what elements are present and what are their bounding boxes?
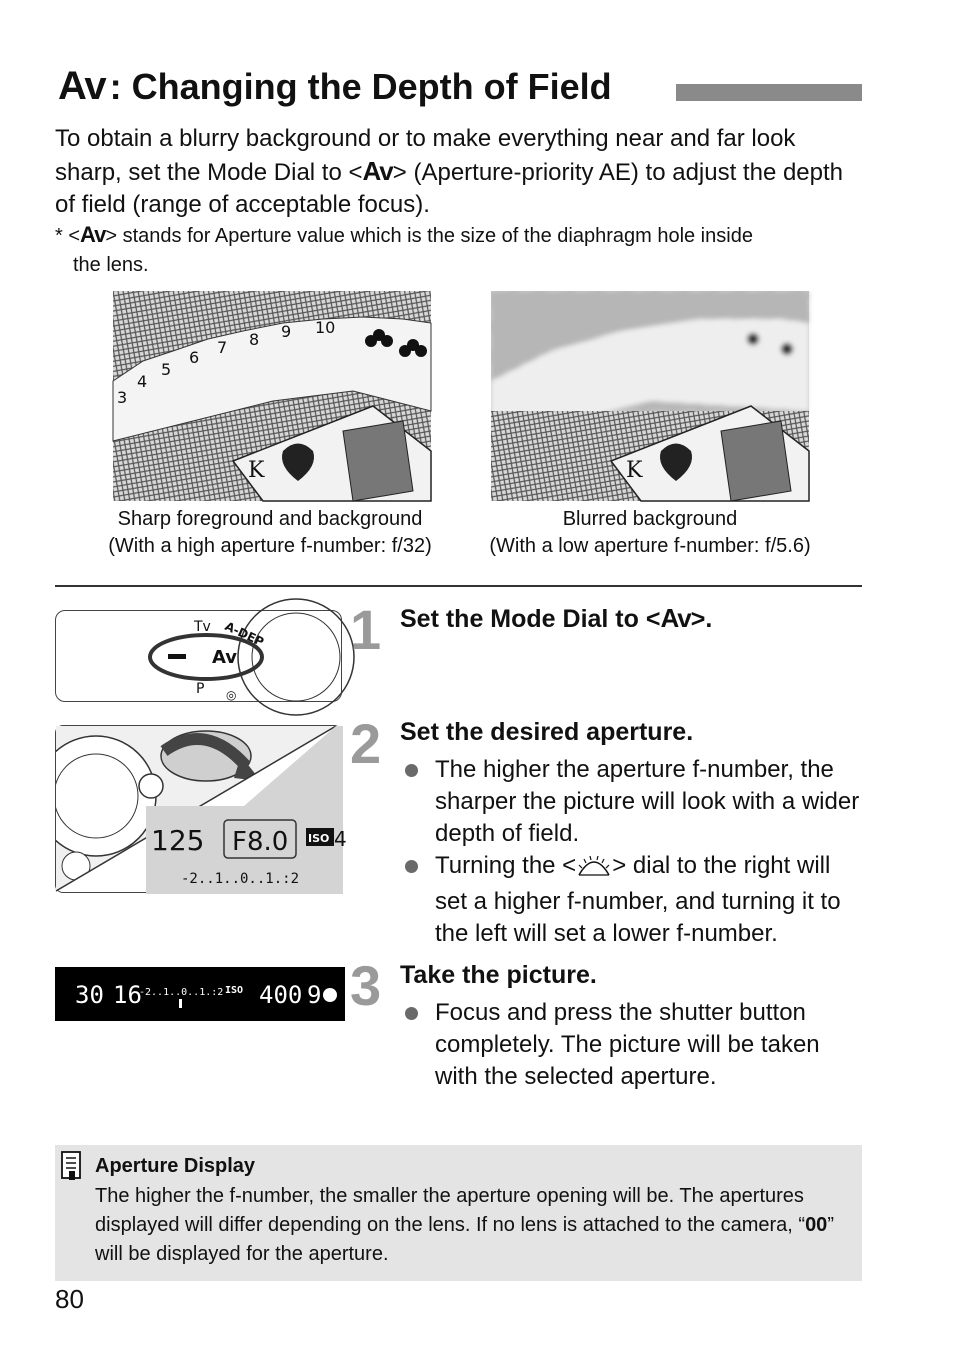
footnote-text-b: the lens.	[73, 254, 149, 276]
list-item	[405, 850, 865, 950]
svg-text:6: 6	[189, 348, 200, 367]
title-decoration-bar	[676, 84, 862, 101]
footnote-text-a: > stands for Aperture value which is the size of the diaphragm hole inside	[105, 225, 753, 247]
blurred-photo-caption	[460, 506, 840, 560]
av-mode-symbol: Av	[58, 64, 106, 108]
list-item	[405, 754, 865, 850]
focus-confirm-icon	[323, 988, 337, 1002]
svg-text:9: 9	[281, 322, 292, 341]
step-1-title-b: >.	[690, 605, 713, 633]
lcd-shutter-speed: 125	[151, 824, 205, 857]
intro-text-a: To obtain a blurry background or to make everything near and far look sharp, set the Mode Dial to <	[55, 125, 796, 186]
info-body-bold: 00	[805, 1214, 828, 1236]
intro-paragraph	[55, 123, 865, 221]
lcd-exposure-scale: -2..1..0..1.:2	[181, 871, 300, 887]
page-title	[58, 64, 612, 114]
lcd-iso-label: ISO	[308, 832, 330, 845]
page-title-text: : Changing the Depth of Field	[109, 66, 612, 107]
viewfinder-iso-label: ISO	[225, 985, 244, 996]
svg-text:K: K	[248, 458, 265, 483]
lcd-iso-value: 4	[334, 827, 347, 851]
caption-line: (With a low aperture f-number: f/5.6)	[489, 535, 811, 557]
svg-text:◎: ◎	[226, 688, 237, 702]
viewfinder-iso-value: 400	[259, 981, 303, 1009]
footnote	[55, 220, 865, 280]
av-mode-symbol: Av	[660, 603, 691, 633]
main-dial-lcd-illustration	[55, 725, 347, 893]
bullet-icon	[405, 764, 418, 777]
section-divider	[55, 585, 862, 587]
bullet-icon	[405, 860, 418, 873]
memo-icon	[61, 1151, 83, 1186]
info-body-a: The higher the f-number, the smaller the aperture opening will be. The apertures displayed will differ depending on the lens. If no lens is attached to the camera, “	[95, 1185, 806, 1236]
svg-text:5: 5	[161, 360, 172, 379]
svg-text:7: 7	[217, 338, 228, 357]
step-1-title	[400, 603, 712, 634]
info-body	[95, 1182, 855, 1269]
svg-text:4: 4	[137, 372, 148, 391]
av-mode-symbol: Av	[80, 222, 106, 247]
aperture-display-note	[55, 1145, 862, 1281]
step-2-bullets	[405, 754, 865, 950]
av-mode-symbol: Av	[362, 156, 393, 186]
caption-line: Sharp foreground and background	[117, 508, 423, 530]
sharp-cards-photo	[113, 291, 431, 501]
dial-a-dep-label: A-DEP	[222, 619, 267, 650]
step-number-1: 1	[350, 598, 382, 661]
svg-text:3: 3	[117, 388, 128, 407]
main-dial-icon	[576, 854, 612, 886]
page-number: 80	[55, 1284, 84, 1314]
list-item	[405, 997, 865, 1093]
svg-text:10: 10	[315, 318, 336, 337]
viewfinder-shutter: 30	[75, 981, 104, 1009]
viewfinder-shots: 9	[307, 981, 322, 1009]
svg-text:Tv: Tv	[194, 619, 211, 635]
info-title: Aperture Display	[95, 1155, 256, 1177]
info-body-b: ” will be displayed for the aperture.	[95, 1214, 834, 1265]
blurred-cards-photo	[491, 291, 809, 501]
mode-dial-illustration	[55, 610, 342, 702]
step-1-title-a: Set the Mode Dial to <	[400, 605, 661, 633]
sharp-photo-caption	[80, 506, 460, 560]
footnote-prefix: * <	[55, 225, 81, 247]
caption-line: (With a high aperture f-number: f/32)	[108, 535, 432, 557]
bullet-text-b: > dial to the right will set a higher f-number, and turning it to the left will set a lower f-number.	[435, 852, 841, 947]
bullet-text: Focus and press the shutter button completely. The picture will be taken with the selected aperture.	[435, 999, 820, 1090]
lcd-aperture-value: F8.0	[232, 827, 289, 857]
step-number-2: 2	[350, 712, 382, 775]
step-3-bullets	[405, 997, 865, 1093]
step-2-title: Set the desired aperture.	[400, 718, 694, 746]
viewfinder-aperture: 16	[113, 981, 142, 1009]
caption-line: Blurred background	[562, 508, 738, 530]
bullet-text: The higher the aperture f-number, the sharper the picture will look with a wider depth of field.	[435, 756, 860, 847]
svg-text:K: K	[626, 458, 643, 483]
bullet-text-a: Turning the <	[435, 852, 577, 879]
viewfinder-exposure-scale: -2..1..0..1.:2	[139, 987, 224, 998]
viewfinder-display	[55, 967, 345, 1021]
svg-text:P: P	[196, 681, 205, 697]
step-number-3: 3	[350, 954, 382, 1017]
intro-text-b: > (Aperture-priority AE) to adjust the depth of field (range of acceptable focus).	[55, 159, 844, 218]
svg-text:8: 8	[249, 330, 260, 349]
step-3-title: Take the picture.	[400, 961, 597, 989]
dial-av-label: Av	[212, 647, 238, 668]
bullet-icon	[405, 1007, 418, 1020]
